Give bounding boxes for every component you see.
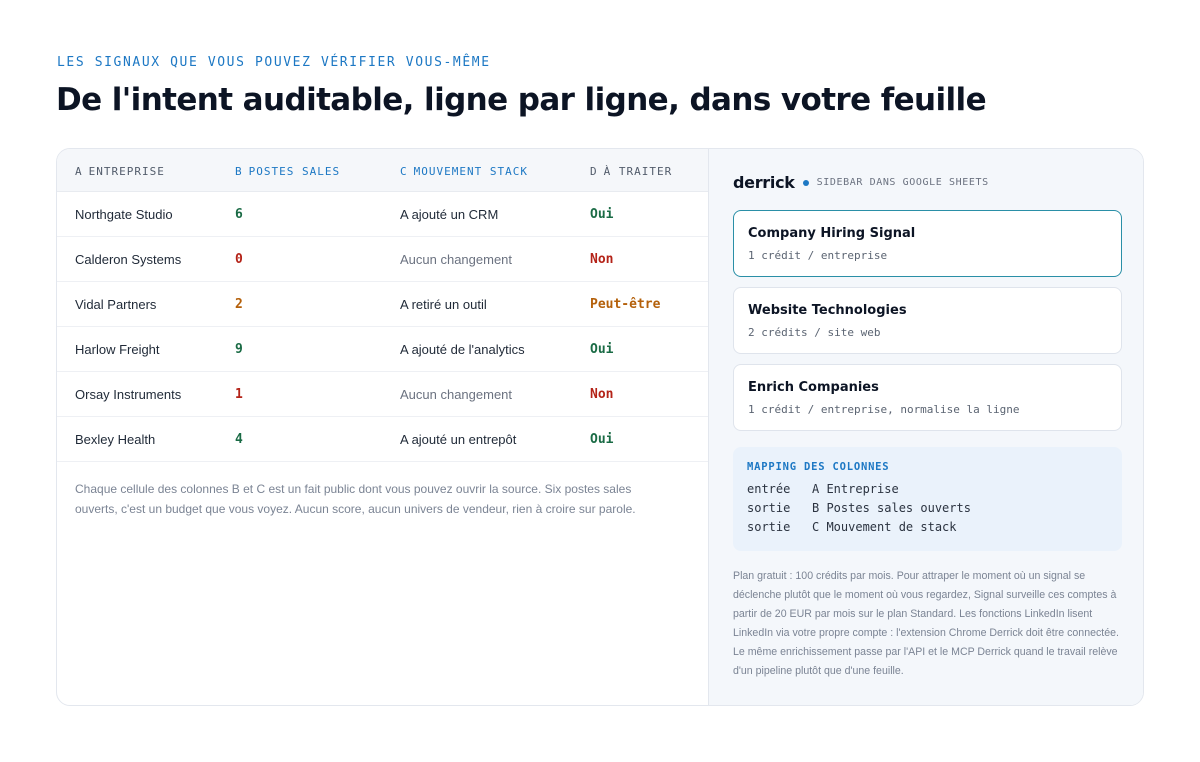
traiter-cell: Oui [590,432,614,447]
company-cell: Vidal Partners [75,297,157,312]
option-title: Enrich Companies [748,380,879,395]
traiter-cell: Oui [590,207,614,222]
column-letter: C [400,165,408,178]
option-website-technologies[interactable] [733,287,1122,354]
table-footnote: Chaque cellule des colonnes B et C est un fait public dont vous pouvez ouvrir la source. Six postes sales ouverts, c'est un budget que vous voyez. Aucun score, aucun univers de vendeur, rien à croire sur parole. [75,482,636,516]
column-label: POSTES SALES [248,165,341,178]
traiter-cell: Non [590,387,614,402]
company-cell: Bexley Health [75,432,156,447]
mapping-title: MAPPING DES COLONNES [747,461,890,473]
sidebar-brand [733,173,989,192]
mouvement-cell: A ajouté un entrepôt [400,432,517,447]
dot-icon [803,180,809,186]
postes-cell: 0 [235,252,243,267]
sidebar-subtitle: SIDEBAR DANS GOOGLE SHEETS [816,177,989,188]
option-title: Website Technologies [748,303,907,318]
demo-card [56,148,1144,706]
column-label: ENTREPRISE [88,165,165,178]
mouvement-cell: A retiré un outil [400,297,487,312]
column-label: MOUVEMENT STACK [413,165,528,178]
mapping-column: C Mouvement de stack [812,520,957,534]
page-title: De l'intent auditable, ligne par ligne, dans votre feuille [56,82,986,118]
table-header [57,149,708,192]
postes-cell: 1 [235,387,243,402]
postes-cell: 4 [235,432,243,447]
option-company-hiring-signal[interactable] [733,210,1122,277]
traiter-cell: Non [590,252,614,267]
traiter-cell: Oui [590,342,614,357]
column-header-entreprise [75,165,165,178]
column-header-postes-sales [235,165,340,178]
table-row [57,237,708,282]
column-label: À TRAITER [603,165,673,178]
column-letter: D [590,165,598,178]
mapping-direction: entrée [747,482,791,496]
derrick-sidebar [708,149,1144,705]
column-header-mouvement-stack [400,165,528,178]
option-cost: 1 crédit / entreprise, normalise la ligne [748,403,1020,416]
option-enrich-companies[interactable] [733,364,1122,431]
option-title: Company Hiring Signal [748,226,916,241]
section-eyebrow: LES SIGNAUX QUE VOUS POUVEZ VÉRIFIER VOUS-MÊME [57,55,491,70]
brand-logo: derrick [733,173,795,192]
company-cell: Calderon Systems [75,252,182,267]
column-header-a-traiter [590,165,672,178]
column-mapping [733,447,1122,551]
mouvement-cell: Aucun changement [400,387,513,402]
spreadsheet-table [57,149,708,705]
traiter-cell: Peut-être [590,297,661,312]
postes-cell: 9 [235,342,243,357]
column-letter: A [75,165,83,178]
mapping-row [747,482,899,496]
column-letter: B [235,165,243,178]
mapping-row [747,501,971,515]
table-row [57,282,708,327]
option-cost: 2 crédits / site web [748,326,881,339]
postes-cell: 6 [235,207,243,222]
company-cell: Harlow Freight [75,342,160,357]
postes-cell: 2 [235,297,243,312]
mapping-direction: sortie [747,520,791,534]
mouvement-cell: Aucun changement [400,252,513,267]
mapping-column: B Postes sales ouverts [812,501,971,515]
mouvement-cell: A ajouté de l'analytics [400,342,525,357]
mouvement-cell: A ajouté un CRM [400,207,499,222]
plan-description: Plan gratuit : 100 crédits par mois. Pour attraper le moment où un signal se déclenche plutôt que le moment où vous regardez, Signal surveille ces comptes à partir de 20 EUR par mois sur le plan Standard. Les fonctions LinkedIn lisent LinkedIn via votre propre compte : l'extension Chrome Derrick doit être connectée. Le même enrichissement passe par l'API et le MCP Derrick quand le travail relève d'un pipeline plutôt que d'une feuille. [733,570,1119,677]
mapping-direction: sortie [747,501,791,515]
table-row [57,327,708,372]
option-cost: 1 crédit / entreprise [748,249,888,262]
table-row [57,417,708,462]
company-cell: Orsay Instruments [75,387,182,402]
table-row [57,192,708,237]
table-row [57,372,708,417]
company-cell: Northgate Studio [75,207,173,222]
mapping-row [747,520,957,534]
mapping-column: A Entreprise [812,482,899,496]
